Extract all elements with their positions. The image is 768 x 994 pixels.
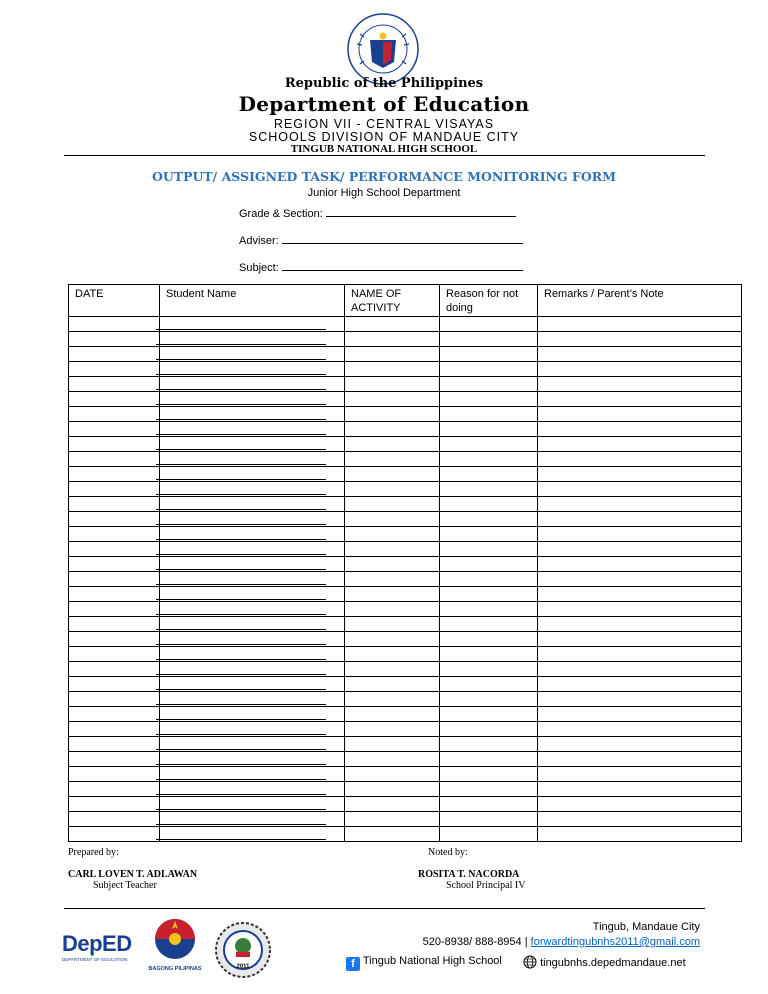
student-name-blank-line	[156, 524, 326, 525]
student-name-blank-line	[156, 539, 326, 540]
student-name-blank-line	[156, 494, 326, 495]
reason-cell[interactable]	[440, 527, 538, 542]
student-name-cell[interactable]	[160, 422, 345, 437]
table-row	[69, 632, 742, 647]
table-row	[69, 782, 742, 797]
remarks-cell[interactable]	[538, 797, 742, 812]
activity-cell[interactable]	[345, 827, 440, 842]
reason-cell[interactable]	[440, 437, 538, 452]
remarks-cell[interactable]	[538, 347, 742, 362]
table-row	[69, 392, 742, 407]
reason-cell[interactable]	[440, 602, 538, 617]
table-row	[69, 572, 742, 587]
reason-cell[interactable]	[440, 587, 538, 602]
date-cell[interactable]	[69, 812, 160, 827]
reason-cell[interactable]	[440, 317, 538, 332]
student-name-cell[interactable]	[160, 632, 345, 647]
table-header-row	[69, 285, 742, 317]
date-cell[interactable]	[69, 722, 160, 737]
student-name-blank-line	[156, 749, 326, 750]
remarks-cell[interactable]	[538, 782, 742, 797]
activity-cell[interactable]	[345, 557, 440, 572]
remarks-cell[interactable]	[538, 707, 742, 722]
activity-cell[interactable]	[345, 347, 440, 362]
activity-cell[interactable]	[345, 467, 440, 482]
activity-cell[interactable]	[345, 797, 440, 812]
date-cell[interactable]	[69, 797, 160, 812]
table-row	[69, 587, 742, 602]
remarks-cell[interactable]	[538, 692, 742, 707]
remarks-cell[interactable]	[538, 617, 742, 632]
bagong-pilipinas-text: BAGONG PILIPINAS	[148, 966, 202, 972]
remarks-cell[interactable]	[538, 377, 742, 392]
form-title: OUTPUT/ ASSIGNED TASK/ PERFORMANCE MONITORING FORM	[151, 169, 616, 184]
student-name-cell[interactable]	[160, 647, 345, 662]
student-name-blank-line	[156, 344, 326, 345]
table-row	[69, 317, 742, 332]
reason-cell[interactable]	[440, 422, 538, 437]
reason-cell[interactable]	[440, 407, 538, 422]
reason-cell[interactable]	[440, 767, 538, 782]
student-name-blank-line	[156, 584, 326, 585]
deped-logo	[62, 932, 140, 966]
table-row	[69, 602, 742, 617]
date-cell[interactable]	[69, 767, 160, 782]
student-name-blank-line	[156, 719, 326, 720]
date-cell[interactable]	[69, 662, 160, 677]
date-cell[interactable]	[69, 407, 160, 422]
reason-cell[interactable]	[440, 692, 538, 707]
student-name-blank-line	[156, 404, 326, 405]
table-row	[69, 467, 742, 482]
table-row	[69, 797, 742, 812]
table-row	[69, 707, 742, 722]
student-name-blank-line	[156, 764, 326, 765]
date-cell[interactable]	[69, 467, 160, 482]
date-cell[interactable]	[69, 392, 160, 407]
form-department: Junior High School Department	[307, 187, 461, 199]
student-name-cell[interactable]	[160, 467, 345, 482]
date-cell[interactable]	[69, 317, 160, 332]
activity-cell[interactable]	[345, 647, 440, 662]
student-name-blank-line	[156, 479, 326, 480]
reason-cell[interactable]	[440, 647, 538, 662]
header-remarks: Remarks / Parent’s Note	[538, 285, 742, 317]
table-row	[69, 332, 742, 347]
table-row	[69, 827, 742, 842]
adviser-field[interactable]	[239, 234, 523, 247]
remarks-cell[interactable]	[538, 812, 742, 827]
remarks-cell[interactable]	[538, 467, 742, 482]
activity-cell[interactable]	[345, 632, 440, 647]
table-row	[69, 512, 742, 527]
remarks-cell[interactable]	[538, 317, 742, 332]
date-cell[interactable]	[69, 617, 160, 632]
student-name-cell[interactable]	[160, 452, 345, 467]
reason-cell[interactable]	[440, 677, 538, 692]
prepared-by-label: Prepared by:	[68, 847, 119, 858]
activity-cell[interactable]	[345, 602, 440, 617]
table-row	[69, 542, 742, 557]
prepared-by-name: CARL LOVEN T. ADLAWAN	[68, 869, 198, 880]
date-cell[interactable]	[69, 827, 160, 842]
deped-logo-subtext: DEPARTMENT OF EDUCATION	[62, 957, 128, 962]
remarks-cell[interactable]	[538, 362, 742, 377]
student-name-cell[interactable]	[160, 782, 345, 797]
globe-icon	[523, 955, 537, 969]
student-name-cell[interactable]	[160, 602, 345, 617]
date-cell[interactable]	[69, 527, 160, 542]
deped-logo-text: DepED	[62, 931, 132, 956]
student-name-cell[interactable]	[160, 572, 345, 587]
footer-website[interactable]	[523, 955, 686, 969]
table-row	[69, 647, 742, 662]
student-name-cell[interactable]	[160, 407, 345, 422]
date-cell[interactable]	[69, 362, 160, 377]
student-name-blank-line	[156, 704, 326, 705]
table-row	[69, 437, 742, 452]
footer-contact	[423, 936, 700, 948]
table-row	[69, 662, 742, 677]
student-name-cell[interactable]	[160, 662, 345, 677]
facebook-icon: f	[346, 957, 360, 971]
remarks-cell[interactable]	[538, 827, 742, 842]
student-name-blank-line	[156, 809, 326, 810]
table-row	[69, 422, 742, 437]
date-cell[interactable]	[69, 497, 160, 512]
student-name-blank-line	[156, 734, 326, 735]
footer-divider	[64, 908, 705, 909]
date-cell[interactable]	[69, 377, 160, 392]
student-name-blank-line	[156, 614, 326, 615]
activity-cell[interactable]	[345, 752, 440, 767]
student-name-cell[interactable]	[160, 512, 345, 527]
student-name-blank-line	[156, 569, 326, 570]
bagong-pilipinas-emblem	[145, 917, 205, 961]
footer-separator: |	[524, 936, 528, 948]
website-url: tingubnhs.depedmandaue.net	[540, 957, 686, 969]
header-student-name: Student Name	[160, 285, 345, 317]
student-name-cell[interactable]	[160, 587, 345, 602]
date-cell[interactable]	[69, 587, 160, 602]
remarks-cell[interactable]	[538, 662, 742, 677]
remarks-cell[interactable]	[538, 437, 742, 452]
division-header: SCHOOLS DIVISION OF MANDAUE CITY	[248, 130, 520, 144]
reason-cell[interactable]	[440, 617, 538, 632]
activity-cell[interactable]	[345, 722, 440, 737]
student-name-cell[interactable]	[160, 707, 345, 722]
activity-cell[interactable]	[345, 692, 440, 707]
noted-by-title: School Principal IV	[446, 880, 526, 891]
reason-cell[interactable]	[440, 452, 538, 467]
footer-phones: 520-8938/ 888-8954	[422, 936, 522, 948]
remarks-cell[interactable]	[538, 392, 742, 407]
remarks-cell[interactable]	[538, 767, 742, 782]
reason-cell[interactable]	[440, 737, 538, 752]
date-cell[interactable]	[69, 347, 160, 362]
remarks-cell[interactable]	[538, 422, 742, 437]
header-divider	[64, 155, 705, 156]
date-cell[interactable]	[69, 692, 160, 707]
activity-cell[interactable]	[345, 482, 440, 497]
student-name-blank-line	[156, 824, 326, 825]
student-name-cell[interactable]	[160, 767, 345, 782]
remarks-cell[interactable]	[538, 542, 742, 557]
school-seal-year: 2011	[236, 964, 250, 970]
activity-cell[interactable]	[345, 527, 440, 542]
student-name-blank-line	[156, 329, 326, 330]
activity-cell[interactable]	[345, 617, 440, 632]
remarks-cell[interactable]	[538, 482, 742, 497]
reason-cell[interactable]	[440, 572, 538, 587]
adviser-blank[interactable]	[282, 234, 523, 244]
student-name-cell[interactable]	[160, 812, 345, 827]
remarks-cell[interactable]	[538, 647, 742, 662]
header-date: DATE	[69, 285, 160, 317]
student-name-blank-line	[156, 509, 326, 510]
table-row	[69, 812, 742, 827]
student-name-cell[interactable]	[160, 557, 345, 572]
student-name-blank-line	[156, 629, 326, 630]
student-name-blank-line	[156, 689, 326, 690]
student-name-cell[interactable]	[160, 332, 345, 347]
footer-email-link[interactable]: forwardtingubnhs2011@gmail.com	[530, 936, 700, 948]
reason-cell[interactable]	[440, 797, 538, 812]
remarks-cell[interactable]	[538, 512, 742, 527]
remarks-cell[interactable]	[538, 602, 742, 617]
reason-cell[interactable]	[440, 332, 538, 347]
facebook-page-name: Tingub National High School	[362, 955, 502, 967]
remarks-cell[interactable]	[538, 452, 742, 467]
republic-header: Republic of the Philippines	[284, 76, 484, 91]
remarks-cell[interactable]	[538, 677, 742, 692]
date-cell[interactable]	[69, 557, 160, 572]
school-seal-logo	[215, 922, 271, 978]
prepared-by-title: Subject Teacher	[93, 880, 157, 891]
activity-cell[interactable]	[345, 332, 440, 347]
student-name-blank-line	[156, 674, 326, 675]
footer-address: Tingub, Mandaue City	[592, 921, 700, 933]
table-row	[69, 557, 742, 572]
footer-facebook[interactable]	[346, 955, 502, 971]
student-name-cell[interactable]	[160, 497, 345, 512]
date-cell[interactable]	[69, 512, 160, 527]
remarks-cell[interactable]	[538, 587, 742, 602]
activity-cell[interactable]	[345, 737, 440, 752]
activity-cell[interactable]	[345, 437, 440, 452]
date-cell[interactable]	[69, 452, 160, 467]
bagong-pilipinas-logo	[145, 917, 211, 973]
table-row	[69, 692, 742, 707]
student-name-blank-line	[156, 449, 326, 450]
reason-cell[interactable]	[440, 752, 538, 767]
table-row	[69, 617, 742, 632]
header-reason: Reason for not doing	[440, 285, 538, 317]
student-name-blank-line	[156, 359, 326, 360]
remarks-cell[interactable]	[538, 632, 742, 647]
date-cell[interactable]	[69, 707, 160, 722]
activity-cell[interactable]	[345, 587, 440, 602]
table-row	[69, 677, 742, 692]
noted-by-label: Noted by:	[428, 847, 468, 858]
student-name-blank-line	[156, 464, 326, 465]
monitoring-table	[68, 284, 742, 842]
activity-cell[interactable]	[345, 767, 440, 782]
student-name-cell[interactable]	[160, 362, 345, 377]
table-row	[69, 407, 742, 422]
grade-section-label: Grade & Section:	[239, 208, 323, 220]
reason-cell[interactable]	[440, 722, 538, 737]
student-name-cell[interactable]	[160, 722, 345, 737]
reason-cell[interactable]	[440, 542, 538, 557]
student-name-blank-line	[156, 644, 326, 645]
table-row	[69, 362, 742, 377]
activity-cell[interactable]	[345, 542, 440, 557]
activity-cell[interactable]	[345, 512, 440, 527]
activity-cell[interactable]	[345, 812, 440, 827]
reason-cell[interactable]	[440, 557, 538, 572]
reason-cell[interactable]	[440, 632, 538, 647]
student-name-cell[interactable]	[160, 527, 345, 542]
student-name-cell[interactable]	[160, 617, 345, 632]
student-name-blank-line	[156, 659, 326, 660]
reason-cell[interactable]	[440, 512, 538, 527]
reason-cell[interactable]	[440, 707, 538, 722]
subject-field[interactable]	[239, 261, 523, 274]
activity-cell[interactable]	[345, 392, 440, 407]
region-header: REGION VII - CENTRAL VISAYAS	[273, 117, 495, 131]
date-cell[interactable]	[69, 422, 160, 437]
student-name-cell[interactable]	[160, 797, 345, 812]
student-name-blank-line	[156, 794, 326, 795]
student-name-cell[interactable]	[160, 437, 345, 452]
student-name-cell[interactable]	[160, 542, 345, 557]
student-name-blank-line	[156, 419, 326, 420]
deped-seal-logo	[346, 12, 420, 86]
department-header: Department of Education	[238, 92, 530, 116]
activity-cell[interactable]	[345, 782, 440, 797]
activity-cell[interactable]	[345, 707, 440, 722]
date-cell[interactable]	[69, 332, 160, 347]
subject-blank[interactable]	[282, 261, 523, 271]
noted-by-name: ROSITA T. NACORDA	[418, 869, 520, 880]
reason-cell[interactable]	[440, 392, 538, 407]
table-row	[69, 452, 742, 467]
activity-cell[interactable]	[345, 362, 440, 377]
student-name-cell[interactable]	[160, 677, 345, 692]
date-cell[interactable]	[69, 737, 160, 752]
activity-cell[interactable]	[345, 377, 440, 392]
date-cell[interactable]	[69, 782, 160, 797]
table-row	[69, 767, 742, 782]
remarks-cell[interactable]	[538, 497, 742, 512]
subject-label: Subject:	[239, 262, 279, 274]
student-name-cell[interactable]	[160, 392, 345, 407]
reason-cell[interactable]	[440, 827, 538, 842]
activity-cell[interactable]	[345, 662, 440, 677]
student-name-blank-line	[156, 434, 326, 435]
student-name-blank-line	[156, 779, 326, 780]
remarks-cell[interactable]	[538, 407, 742, 422]
date-cell[interactable]	[69, 482, 160, 497]
reason-cell[interactable]	[440, 347, 538, 362]
table-row	[69, 737, 742, 752]
grade-section-field[interactable]	[239, 207, 516, 220]
activity-cell[interactable]	[345, 497, 440, 512]
remarks-cell[interactable]	[538, 572, 742, 587]
date-cell[interactable]	[69, 647, 160, 662]
date-cell[interactable]	[69, 677, 160, 692]
reason-cell[interactable]	[440, 482, 538, 497]
student-name-cell[interactable]	[160, 482, 345, 497]
date-cell[interactable]	[69, 632, 160, 647]
date-cell[interactable]	[69, 437, 160, 452]
student-name-cell[interactable]	[160, 317, 345, 332]
activity-cell[interactable]	[345, 452, 440, 467]
table-row	[69, 377, 742, 392]
student-name-cell[interactable]	[160, 692, 345, 707]
reason-cell[interactable]	[440, 812, 538, 827]
student-name-blank-line	[156, 554, 326, 555]
table-row	[69, 527, 742, 542]
remarks-cell[interactable]	[538, 557, 742, 572]
activity-cell[interactable]	[345, 407, 440, 422]
student-name-cell[interactable]	[160, 347, 345, 362]
remarks-cell[interactable]	[538, 332, 742, 347]
date-cell[interactable]	[69, 572, 160, 587]
remarks-cell[interactable]	[538, 722, 742, 737]
activity-cell[interactable]	[345, 422, 440, 437]
student-name-cell[interactable]	[160, 752, 345, 767]
reason-cell[interactable]	[440, 362, 538, 377]
student-name-blank-line	[156, 389, 326, 390]
date-cell[interactable]	[69, 542, 160, 557]
date-cell[interactable]	[69, 602, 160, 617]
activity-cell[interactable]	[345, 572, 440, 587]
student-name-cell[interactable]	[160, 377, 345, 392]
table-row	[69, 752, 742, 767]
activity-cell[interactable]	[345, 677, 440, 692]
grade-section-blank[interactable]	[326, 207, 516, 217]
table-row	[69, 482, 742, 497]
activity-cell[interactable]	[345, 317, 440, 332]
remarks-cell[interactable]	[538, 527, 742, 542]
reason-cell[interactable]	[440, 377, 538, 392]
table-row	[69, 722, 742, 737]
remarks-cell[interactable]	[538, 752, 742, 767]
reason-cell[interactable]	[440, 497, 538, 512]
table-row	[69, 347, 742, 362]
student-name-cell[interactable]	[160, 737, 345, 752]
student-name-cell[interactable]	[160, 827, 345, 842]
student-name-blank-line	[156, 374, 326, 375]
reason-cell[interactable]	[440, 467, 538, 482]
reason-cell[interactable]	[440, 662, 538, 677]
table-row	[69, 497, 742, 512]
header-activity: NAME OF ACTIVITY	[345, 285, 440, 317]
adviser-label: Adviser:	[239, 235, 279, 247]
student-name-blank-line	[156, 599, 326, 600]
student-name-blank-line	[156, 839, 326, 840]
reason-cell[interactable]	[440, 782, 538, 797]
remarks-cell[interactable]	[538, 737, 742, 752]
school-name: TINGUB NATIONAL HIGH SCHOOL	[290, 143, 478, 155]
date-cell[interactable]	[69, 752, 160, 767]
